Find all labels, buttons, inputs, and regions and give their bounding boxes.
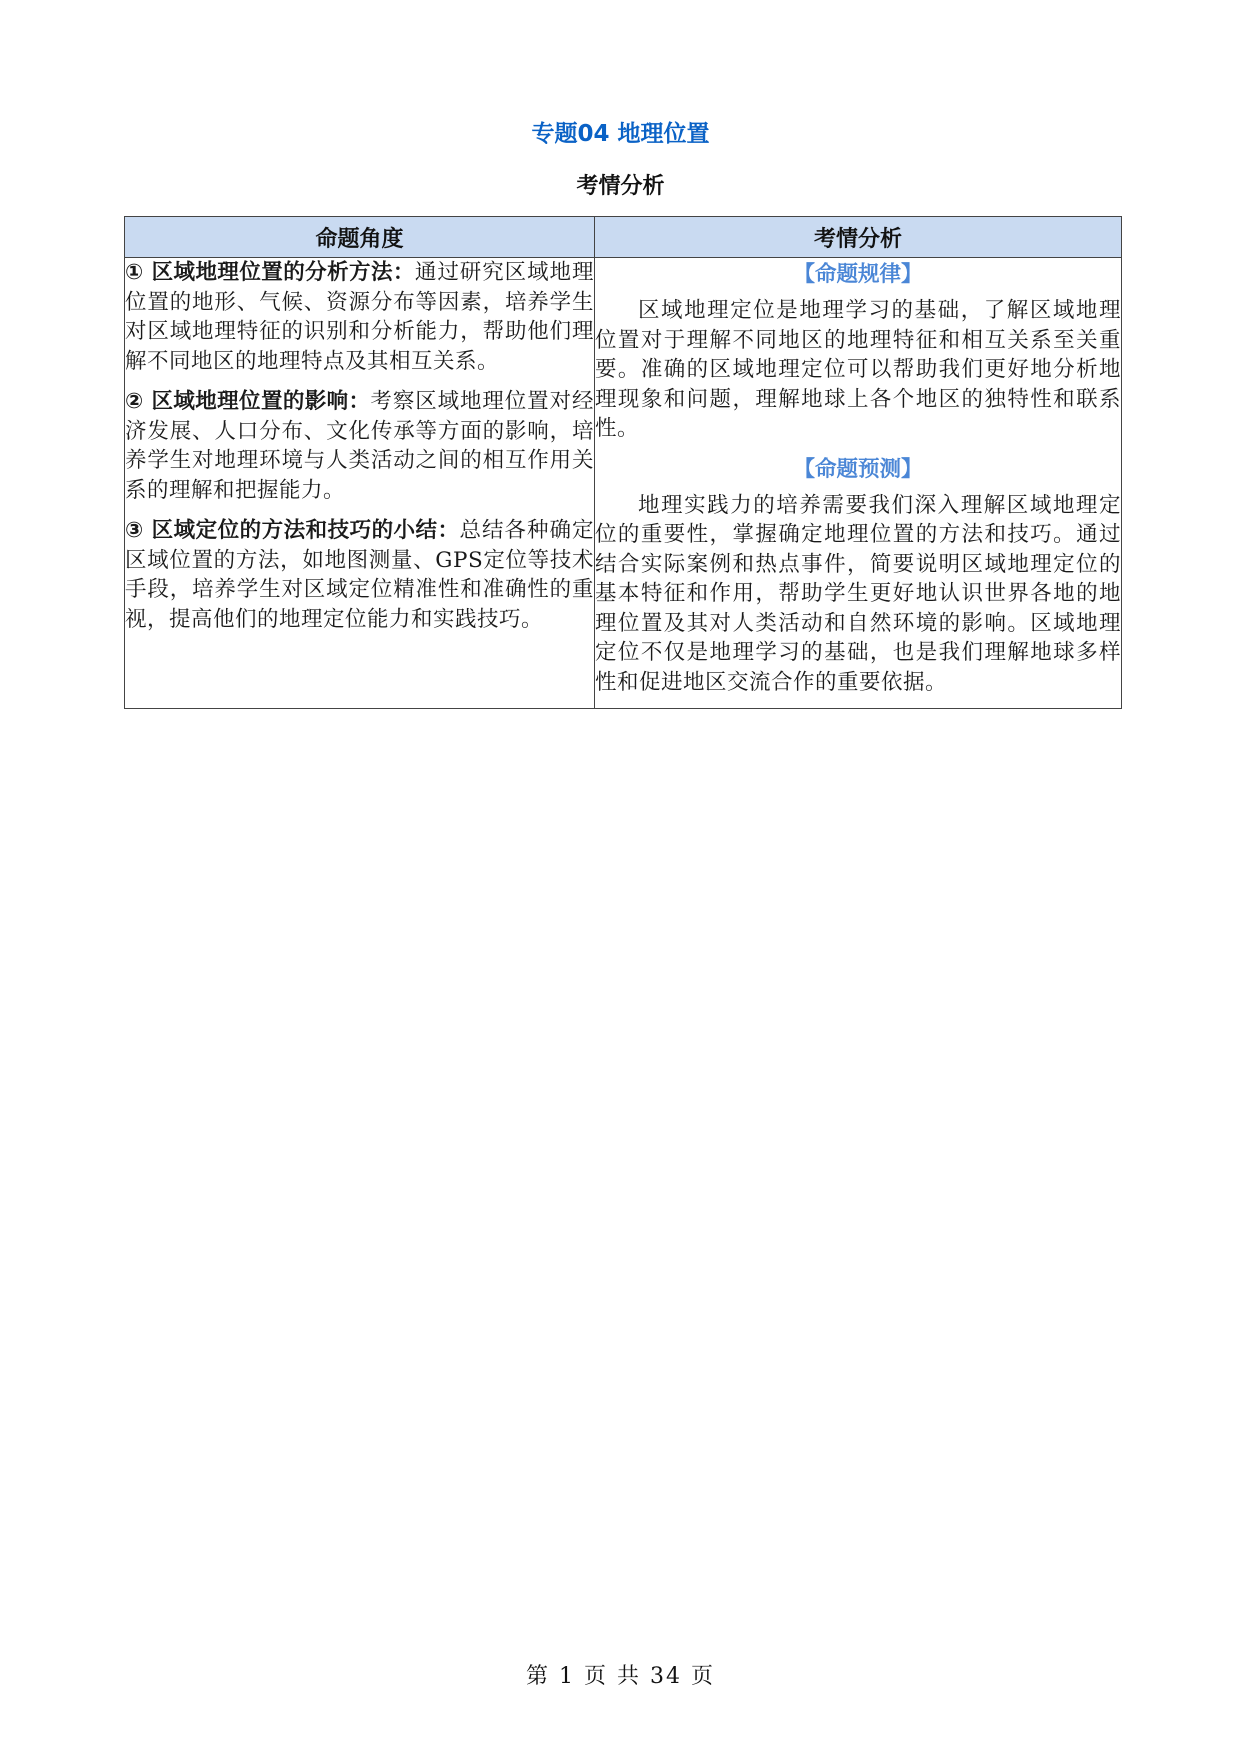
page-footer: 第 1 页 共 34 页 <box>526 1664 715 1689</box>
document-title: 专题04 地理位置 <box>531 121 710 147</box>
pattern-text: 区域地理定位是地理学习的基础，了解区域地理位置对于理解不同地区的地理特征和相互关系至关重要。准确的区域地理定位可以帮助我们更好地分析地理现象和问题，理解地球上各个地区的独特性和联系性。 <box>595 298 1121 441</box>
prediction-heading: 【命题预测】 <box>793 456 923 482</box>
angle-cell <box>125 258 595 709</box>
analysis-cell <box>595 258 1122 709</box>
angle-item-text: 总结各种确定区域位置的方法，如地图测量、GPS定位等技术手段，培养学生对区域定位精准性和准确性的重视，提高他们的地理定位能力和实践技巧。 <box>125 518 594 632</box>
angle-item-lead: ③ 区域定位的方法和技巧的小结： <box>125 518 460 543</box>
exam-analysis-table <box>124 216 1122 709</box>
table-header-row <box>125 217 1122 258</box>
header-angle: 命题角度 <box>125 217 595 258</box>
angle-item-2 <box>125 387 594 505</box>
header-analysis: 考情分析 <box>595 217 1122 258</box>
angle-item-3 <box>125 516 594 634</box>
pattern-heading: 【命题规律】 <box>793 262 923 287</box>
angle-item-lead: ① 区域地理位置的分析方法： <box>125 260 415 285</box>
section-title: 考情分析 <box>576 174 665 199</box>
table-body-row <box>125 258 1122 709</box>
angle-item-text: 通过研究区域地理位置的地形、气候、资源分布等因素，培养学生对区域地理特征的识别和分析能力，帮助他们理解不同地区的地理特点及其相互关系。 <box>125 260 594 374</box>
angle-item-text: 考察区域地理位置对经济发展、人口分布、文化传承等方面的影响，培养学生对地理环境与人类活动之间的相互作用关系的理解和把握能力。 <box>125 389 594 503</box>
prediction-text: 地理实践力的培养需要我们深入理解区域地理定位的重要性，掌握确定地理位置的方法和技巧。通过结合实际案例和热点事件，简要说明区域地理定位的基本特征和作用，帮助学生更好地认识世界各地的地理位置及其对人类活动和自然环境的影响。区域地理定位不仅是地理学习的基础，也是我们理解地球多样性和促进地区交流合作的重要依据。 <box>595 492 1121 695</box>
angle-item-1 <box>125 258 594 376</box>
angle-item-lead: ② 区域地理位置的影响： <box>125 389 371 414</box>
